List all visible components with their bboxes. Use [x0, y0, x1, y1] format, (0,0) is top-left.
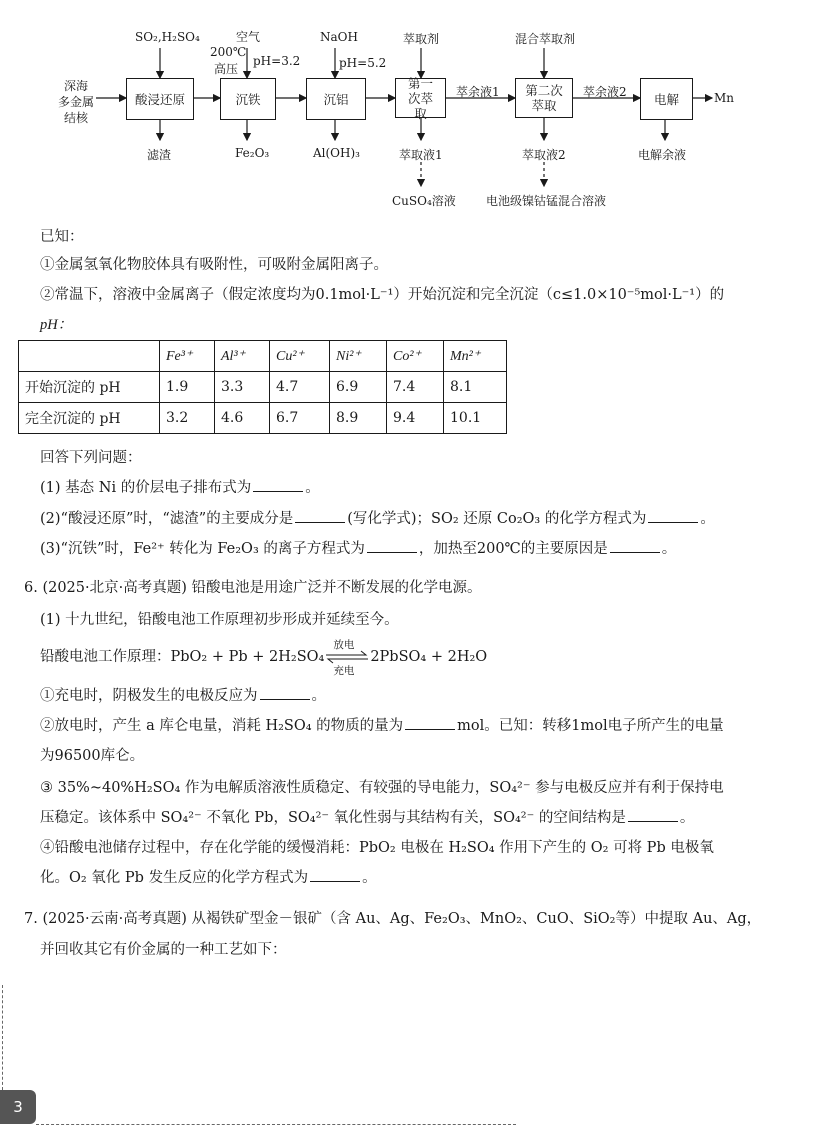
ph-table: [18, 340, 507, 434]
equation-right: 2PbSO₄ + 2H₂O: [370, 649, 488, 665]
reversible-arrow: [324, 639, 370, 677]
problem-6-a: [40, 684, 326, 705]
question-2: [40, 507, 715, 528]
known-1: ①金属氢氧化物胶体具有吸附性，可吸附金属阳离子。: [40, 257, 388, 273]
period: 。: [700, 511, 715, 527]
question-1: [40, 476, 320, 497]
box-al-precip: 沉铝: [306, 78, 366, 120]
equation-left: 铅酸电池工作原理：PbO₂ + Pb + 2H₂SO₄: [40, 649, 325, 665]
problem-6-title: 6. (2025·北京·高考真题) 铅酸电池是用途广泛并不断发展的化学电源。: [24, 580, 482, 596]
table-header-row: [19, 341, 507, 372]
known-2b: pH：: [40, 317, 73, 333]
problem-6-c-2: [40, 806, 694, 827]
problem-6-c-text: 压稳定。该体系中 SO₄²⁻ 不氧化 Pb，SO₄²⁻ 氧化性弱与其结构有关，SO₄²⁻ 的空间结构是: [40, 810, 626, 826]
problem-6-d-text: 化。O₂ 氧化 Pb 发生反应的化学方程式为: [40, 870, 309, 886]
period: 。: [661, 541, 677, 557]
period: 。: [362, 870, 377, 886]
final-cuso4: CuSO₄溶液: [392, 194, 456, 208]
table-cell: 3.3: [215, 372, 270, 403]
cond-pressure: 高压: [214, 62, 239, 76]
box-acid-leach: 酸浸还原: [126, 78, 194, 120]
problem-7-line-1: 7. (2025·云南·高考真题) 从褐铁矿型金－银矿（含 Au、Ag、Fe₂O₃、MnO₂、CuO、SiO₂等）中提取 Au、Ag，: [24, 911, 762, 927]
problem-6-part-1: (1) 十九世纪，铅酸电池工作原理初步形成并延续至今。: [40, 612, 399, 628]
charge-label: 充电: [333, 665, 355, 677]
answer-blank[interactable]: [260, 685, 310, 700]
table-cell: 开始沉淀的 pH: [19, 372, 160, 403]
period: 。: [305, 480, 320, 496]
question-3-text-a: (3)“沉铁”时，Fe²⁺ 转化为 Fe₂O₃ 的离子方程式为: [40, 541, 365, 557]
final-battery-solution: 电池级镍钴锰混合溶液: [486, 194, 607, 208]
reagent-mixed-extractant: 混合萃取剂: [515, 32, 576, 46]
page-number: 3: [0, 1090, 36, 1124]
table-cell: Co²⁺: [387, 341, 444, 372]
table-cell: 4.6: [215, 403, 270, 434]
answer-blank[interactable]: [310, 867, 360, 882]
problem-6-b-text-1: ②放电时，产生 a 库仑电量，消耗 H₂SO₄ 的物质的量为: [40, 718, 404, 734]
answer-heading: 回答下列问题：: [40, 450, 142, 466]
out-aloh3: Al(OH)₃: [313, 146, 360, 160]
answer-blank[interactable]: [405, 715, 455, 730]
box-iron-precip: 沉铁: [220, 78, 276, 120]
period: 。: [679, 810, 695, 826]
table-cell: 7.4: [387, 372, 444, 403]
discharge-label: 放电: [333, 639, 355, 651]
equilibrium-arrow-icon: [324, 650, 370, 664]
out-fe2o3: Fe₂O₃: [235, 146, 270, 160]
problem-6-a-text: ①充电时，阴极发生的电极反应为: [40, 688, 258, 704]
problem-6-b: [40, 714, 724, 735]
table-cell: Cu²⁺: [270, 341, 330, 372]
margin-dash-vertical: [2, 985, 3, 1090]
answer-blank[interactable]: [610, 538, 660, 553]
problem-6-c-1: ③ 35%~40%H₂SO₄ 作为电解质溶液性质稳定、有较强的导电能力，SO₄²⁻ 参与电极反应并有利于保持电: [40, 780, 724, 796]
question-2-text-b: (写化学式)；SO₂ 还原 Co₂O₃ 的化学方程式为: [347, 511, 647, 527]
table-cell: 8.1: [444, 372, 507, 403]
reagent-so2: SO₂,H₂SO₄: [135, 30, 200, 44]
table-cell: 6.9: [330, 372, 387, 403]
table-cell: 9.4: [387, 403, 444, 434]
reagent-naoh: NaOH: [320, 30, 358, 44]
raffinate-1: 萃余液1: [456, 85, 500, 99]
table-cell: 10.1: [444, 403, 507, 434]
problem-6-d-2: [40, 866, 377, 887]
problem-6-b-text-2: mol。已知：转移1mol电子所产生的电量: [457, 718, 724, 734]
margin-dash-horizontal: [36, 1124, 516, 1125]
question-2-text-a: (2)“酸浸还原”时，“滤渣”的主要成分是: [40, 511, 294, 527]
table-cell: 3.2: [160, 403, 215, 434]
table-row: [19, 372, 507, 403]
known-2: ②常温下，溶液中金属离子（假定浓度均为0.1mol·L⁻¹）开始沉淀和完全沉淀（c≤1.0×10⁻⁵mol·L⁻¹）的: [40, 287, 725, 303]
out-extract-1: 萃取液1: [399, 148, 443, 162]
table-cell: Mn²⁺: [444, 341, 507, 372]
answer-blank[interactable]: [648, 508, 698, 523]
table-cell: 6.7: [270, 403, 330, 434]
answer-blank[interactable]: [367, 538, 417, 553]
flow-input-label: 深海 多金属 结核: [58, 79, 95, 125]
box-electrolysis: 电解: [640, 78, 693, 120]
product-mn: Mn: [714, 91, 735, 105]
out-extract-2: 萃取液2: [522, 148, 566, 162]
out-residue: 滤渣: [147, 148, 172, 162]
question-3: [40, 537, 676, 558]
table-cell: Ni²⁺: [330, 341, 387, 372]
ph-5-2: pH=5.2: [339, 56, 387, 70]
problem-7-line-2: 并回收其它有价金属的一种工艺如下：: [40, 942, 287, 958]
question-3-text-b: ，加热至200℃的主要原因是: [418, 541, 608, 557]
answer-blank[interactable]: [628, 807, 678, 822]
table-cell: Al³⁺: [215, 341, 270, 372]
table-cell: 4.7: [270, 372, 330, 403]
table-cell: Fe³⁺: [160, 341, 215, 372]
question-1-text: (1) 基态 Ni 的价层电子排布式为: [40, 480, 252, 496]
raffinate-2: 萃余液2: [583, 85, 627, 99]
known-heading: 已知：: [40, 229, 84, 245]
table-cell: 完全沉淀的 pH: [19, 403, 160, 434]
reagent-air: 空气: [236, 30, 261, 44]
reagent-extractant: 萃取剂: [403, 32, 440, 46]
battery-equation: [40, 639, 488, 677]
table-cell: [19, 341, 160, 372]
box-extract-1: 第一次萃取: [395, 78, 446, 118]
box-extract-2: 第二次萃取: [515, 78, 573, 118]
ph-3-2: pH=3.2: [253, 54, 301, 68]
problem-6-b-cont: 为96500库仑。: [40, 748, 145, 764]
answer-blank[interactable]: [253, 477, 303, 492]
problem-6-d-1: ④铅酸电池储存过程中，存在化学能的缓慢消耗：PbO₂ 电极在 H₂SO₄ 作用下产生的 O₂ 可将 Pb 电极氧: [40, 840, 714, 856]
table-cell: 1.9: [160, 372, 215, 403]
table-row: [19, 403, 507, 434]
period: 。: [311, 688, 326, 704]
table-cell: 8.9: [330, 403, 387, 434]
out-electrolysis-residual: 电解余液: [638, 148, 687, 162]
answer-blank[interactable]: [295, 508, 345, 523]
cond-200c: 200℃: [210, 45, 247, 59]
